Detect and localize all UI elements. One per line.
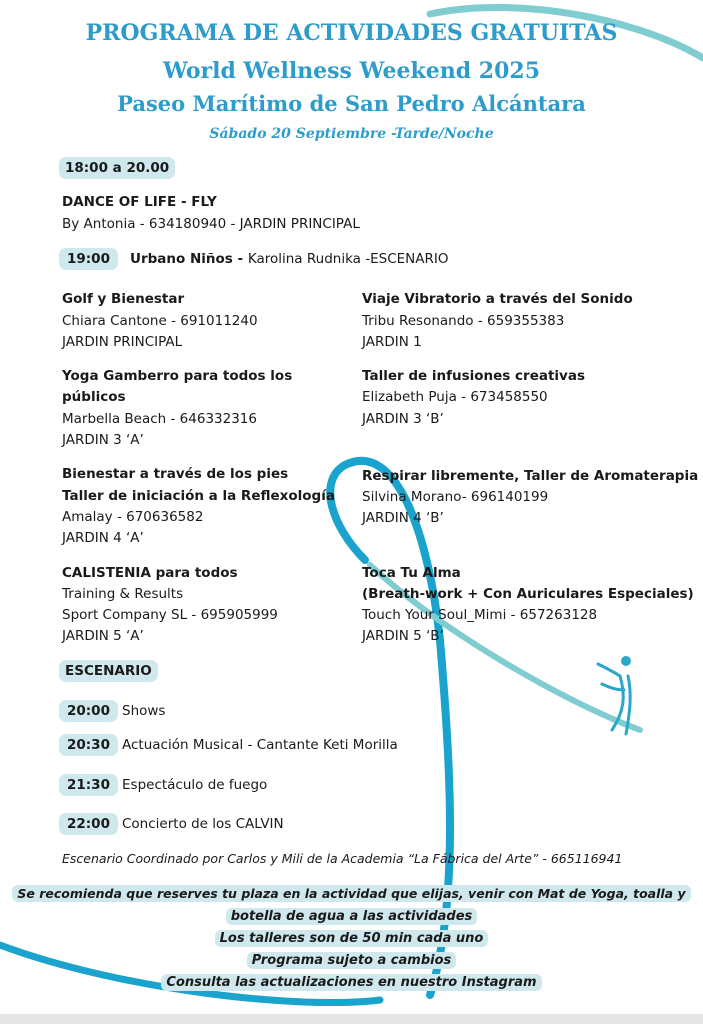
activity-title-toca-2: (Breath-work + Con Auriculares Especiales) <box>362 586 694 602</box>
activity-company-calistenia: Sport Company SL - 695905999 <box>62 607 278 623</box>
activity-place-pies: JARDIN 4 ‘A’ <box>62 530 144 546</box>
note-line-5: Consulta las actualizaciones en nuestro Instagram <box>0 971 703 993</box>
activity-title-respirar: Respirar libremente, Taller de Aromaterapia <box>362 468 699 484</box>
activity-place-respirar: JARDIN 4 ‘B’ <box>362 510 444 526</box>
escenario-item-calvin: Concierto de los CALVIN <box>122 816 284 832</box>
activity-place-toca: JARDIN 5 ‘B’ <box>362 628 444 644</box>
note-line-3: Los talleres son de 50 min cada uno <box>0 927 703 949</box>
dancer-logo-icon <box>598 656 631 734</box>
escenario-item-musical: Actuación Musical - Cantante Keti Morilla <box>122 737 398 753</box>
time-badge-2130: 21:30 <box>59 774 118 796</box>
activity-detail-urbano: Karolina Rudnika -ESCENARIO <box>247 251 449 267</box>
activity-title-pies-2: Taller de iniciación a la Reflexología <box>62 488 335 504</box>
event-date: Sábado 20 Septiembre -Tarde/Noche <box>209 126 494 142</box>
activity-detail-dance: By Antonia - 634180940 - JARDIN PRINCIPAL <box>62 216 360 232</box>
activity-host-toca: Touch Your Soul_Mimi - 657263128 <box>362 607 598 623</box>
note-line-1: Se recomienda que reserves tu plaza en la actividad que elijas, venir con Mat de Yoga, toalla y <box>0 883 703 904</box>
event-name: World Wellness Weekend 2025 <box>162 58 541 84</box>
time-badge-2000: 20:00 <box>59 700 118 722</box>
activity-title-yoga-2: públicos <box>62 389 126 405</box>
activity-title-pies: Bienestar a través de los pies <box>62 466 289 482</box>
note-line-4: Programa sujeto a cambios <box>0 949 703 971</box>
activity-place-yoga: JARDIN 3 ‘A’ <box>62 432 144 448</box>
activity-host-golf: Chiara Cantone - 691011240 <box>62 313 258 329</box>
escenario-item-shows: Shows <box>122 703 166 719</box>
activity-title-dance: DANCE OF LIFE - FLY <box>62 194 217 210</box>
activity-title-golf: Golf y Bienestar <box>62 291 185 307</box>
activity-host-yoga: Marbella Beach - 646332316 <box>62 411 257 427</box>
escenario-coordinated-note: Escenario Coordinado por Carlos y Mili de la Academia “La Fábrica del Arte” - 665116941 <box>62 851 623 866</box>
activity-title-yoga: Yoga Gamberro para todos los <box>62 368 293 384</box>
activity-title-calistenia: CALISTENIA para todos <box>62 565 238 581</box>
activity-place-infusiones: JARDIN 3 ‘B’ <box>362 411 444 427</box>
activity-urbano <box>130 251 448 267</box>
activity-host-infusiones: Elizabeth Puja - 673458550 <box>362 389 548 405</box>
activity-title-urbano: Urbano Niños - <box>130 251 248 267</box>
activity-host-pies: Amalay - 670636582 <box>62 509 204 525</box>
activity-host-calistenia: Training & Results <box>62 586 184 602</box>
escenario-badge: ESCENARIO <box>59 660 158 682</box>
page-title: PROGRAMA DE ACTIVIDADES GRATUITAS <box>85 20 618 46</box>
time-badge-1900: 19:00 <box>59 248 118 270</box>
activity-place-calistenia: JARDIN 5 ‘A’ <box>62 628 144 644</box>
time-badge-2030: 20:30 <box>59 734 118 756</box>
note-line-2: botella de agua a las actividades <box>0 905 703 927</box>
activity-title-viaje: Viaje Vibratorio a través del Sonido <box>362 291 633 307</box>
activity-host-respirar: Silvina Morano- 696140199 <box>362 489 549 505</box>
bottom-edge <box>0 1014 703 1024</box>
escenario-item-fuego: Espectáculo de fuego <box>122 777 268 793</box>
activity-place-golf: JARDIN PRINCIPAL <box>62 334 183 350</box>
activity-place-viaje: JARDIN 1 <box>362 334 422 350</box>
activity-title-infusiones: Taller de infusiones creativas <box>362 368 585 384</box>
event-location: Paseo Marítimo de San Pedro Alcántara <box>117 91 586 116</box>
time-badge-1800: 18:00 a 20.00 <box>59 157 175 179</box>
activity-host-viaje: Tribu Resonando - 659355383 <box>362 313 565 329</box>
time-badge-2200: 22:00 <box>59 813 118 835</box>
activity-title-toca: Toca Tu Alma <box>362 565 461 581</box>
